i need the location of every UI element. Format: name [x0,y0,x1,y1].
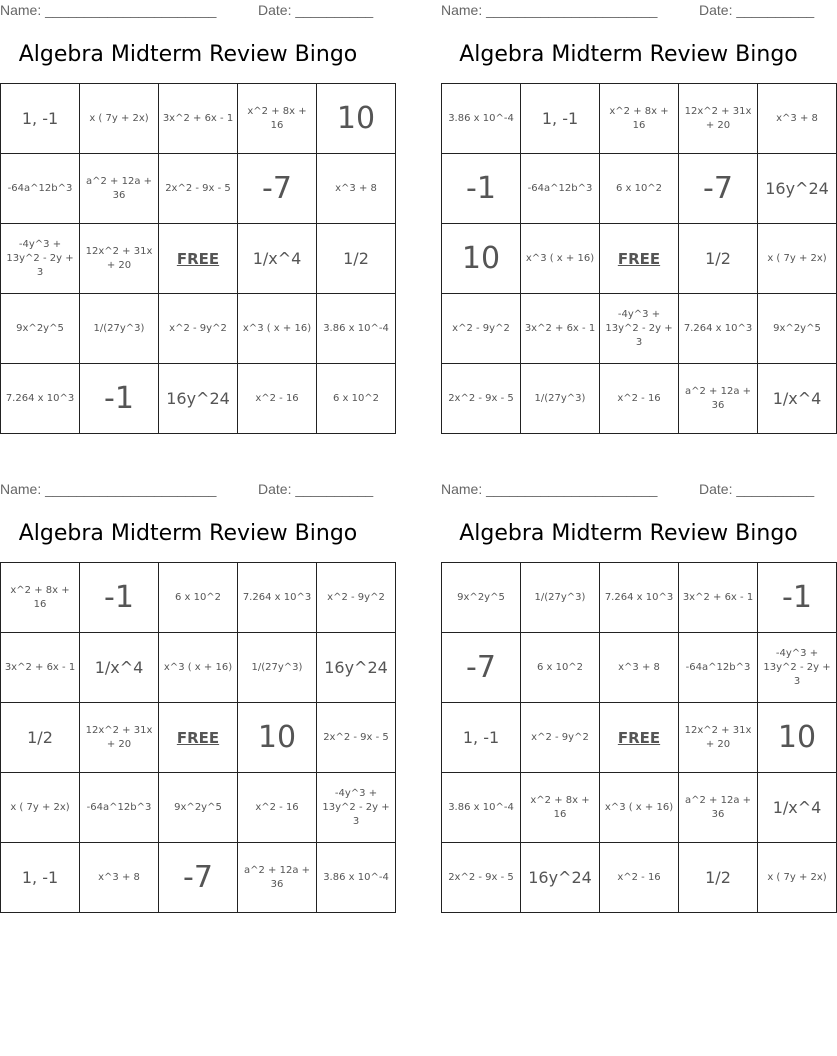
bingo-row [1,703,396,773]
bingo-row [1,154,396,224]
bingo-row [1,364,396,434]
bingo-cell: 7.264 x 10^3 [679,294,758,364]
bingo-cell: 9x^2y^5 [442,563,521,633]
bingo-cell: x^3 + 8 [80,843,159,913]
bingo-cell: -7 [679,154,758,224]
bingo-cell: x^2 + 8x + 16 [1,563,80,633]
bingo-cell: a^2 + 12a + 36 [679,773,758,843]
card-title: Algebra Midterm Review Bingo [459,42,798,67]
bingo-grid [0,562,396,913]
bingo-cell: -1 [758,563,837,633]
name-field-label: Name: ______________________ [441,481,658,497]
card-title: Algebra Midterm Review Bingo [459,521,798,546]
date-field-label: Date: __________ [258,481,374,497]
bingo-row [1,563,396,633]
bingo-cell: -64a^12b^3 [521,154,600,224]
bingo-cell: 2x^2 - 9x - 5 [159,154,238,224]
bingo-cell: 1/2 [317,224,396,294]
bingo-cell: x^2 - 9y^2 [159,294,238,364]
card-title: Algebra Midterm Review Bingo [18,521,358,546]
bingo-cell: -64a^12b^3 [679,633,758,703]
bingo-cell: x^2 - 9y^2 [521,703,600,773]
bingo-cell: a^2 + 12a + 36 [80,154,159,224]
bingo-cell: -1 [80,364,159,434]
bingo-cell: 3x^2 + 6x - 1 [679,563,758,633]
free-space-cell: FREE [159,703,238,773]
free-space-cell: FREE [159,224,238,294]
name-date-line [0,479,376,499]
name-date-line [0,0,376,20]
free-space-cell: FREE [600,703,679,773]
bingo-row [1,773,396,843]
bingo-cell: 10 [442,224,521,294]
bingo-cell: 6 x 10^2 [521,633,600,703]
bingo-cell: -7 [238,154,317,224]
bingo-card-4 [441,479,831,913]
bingo-cell: 9x^2y^5 [758,294,837,364]
bingo-cell: 6 x 10^2 [159,563,238,633]
bingo-cell: -7 [159,843,238,913]
bingo-row [442,773,837,843]
bingo-cell: -7 [442,633,521,703]
bingo-cell: x ( 7y + 2x) [758,224,837,294]
bingo-cell: x^3 ( x + 16) [238,294,317,364]
name-field-label: Name: ______________________ [0,481,217,497]
bingo-cell: 6 x 10^2 [317,364,396,434]
bingo-cell: x^2 - 9y^2 [317,563,396,633]
bingo-cell: 7.264 x 10^3 [1,364,80,434]
bingo-row [1,633,396,703]
bingo-cell: 1/x^4 [238,224,317,294]
bingo-cell: 2x^2 - 9x - 5 [442,364,521,434]
bingo-cell: 3x^2 + 6x - 1 [521,294,600,364]
bingo-cell: 1, -1 [1,84,80,154]
bingo-cell: x^2 - 9y^2 [442,294,521,364]
name-field-label: Name: ______________________ [441,2,658,18]
bingo-row [442,224,837,294]
bingo-row [442,563,837,633]
bingo-cell: 12x^2 + 31x + 20 [80,224,159,294]
bingo-cell: x ( 7y + 2x) [758,843,837,913]
bingo-cell: 10 [758,703,837,773]
bingo-cell: x^3 + 8 [600,633,679,703]
bingo-grid [441,83,837,434]
bingo-cell: 16y^24 [159,364,238,434]
bingo-cell: 1/x^4 [80,633,159,703]
bingo-cell: 16y^24 [758,154,837,224]
bingo-cell: x^2 - 16 [600,843,679,913]
bingo-cell: 3.86 x 10^-4 [317,294,396,364]
bingo-card-3 [0,479,390,913]
bingo-cell: 1/2 [679,224,758,294]
bingo-cell: 1/2 [679,843,758,913]
bingo-cell: a^2 + 12a + 36 [238,843,317,913]
bingo-cell: x^3 ( x + 16) [600,773,679,843]
name-date-line [441,479,816,499]
bingo-cell: 1, -1 [442,703,521,773]
bingo-cell: x^3 ( x + 16) [521,224,600,294]
bingo-cell: 3.86 x 10^-4 [442,773,521,843]
bingo-cell: x^3 ( x + 16) [159,633,238,703]
bingo-cell: 1, -1 [521,84,600,154]
bingo-grid [0,83,396,434]
bingo-row [442,154,837,224]
bingo-cell: -1 [80,563,159,633]
bingo-cell: 1/(27y^3) [521,563,600,633]
bingo-cell: x ( 7y + 2x) [80,84,159,154]
bingo-cell: x^2 + 8x + 16 [600,84,679,154]
bingo-cell: 1/(27y^3) [80,294,159,364]
bingo-cell: -4y^3 + 13y^2 - 2y + 3 [600,294,679,364]
bingo-card-1 [0,0,389,434]
bingo-cell: -64a^12b^3 [80,773,159,843]
bingo-cell: x^2 - 16 [600,364,679,434]
bingo-cell: -4y^3 + 13y^2 - 2y + 3 [317,773,396,843]
bingo-row [1,224,396,294]
bingo-cell: 12x^2 + 31x + 20 [80,703,159,773]
bingo-cell: 16y^24 [521,843,600,913]
bingo-cell: x^2 - 16 [238,364,317,434]
bingo-cell: x^2 + 8x + 16 [238,84,317,154]
bingo-cell: 1/2 [1,703,80,773]
bingo-row [442,633,837,703]
bingo-cell: 10 [317,84,396,154]
bingo-cell: 2x^2 - 9x - 5 [442,843,521,913]
bingo-cell: 1/(27y^3) [521,364,600,434]
bingo-cell: x ( 7y + 2x) [1,773,80,843]
bingo-cell: 3.86 x 10^-4 [442,84,521,154]
bingo-cell: 1, -1 [1,843,80,913]
bingo-cell: 2x^2 - 9x - 5 [317,703,396,773]
bingo-cell: x^2 - 16 [238,773,317,843]
name-date-line [441,0,816,20]
bingo-cell: 9x^2y^5 [1,294,80,364]
date-field-label: Date: __________ [699,2,815,18]
bingo-card-2 [441,0,829,434]
bingo-cell: 3x^2 + 6x - 1 [1,633,80,703]
bingo-cell: x^3 + 8 [758,84,837,154]
card-title: Algebra Midterm Review Bingo [18,42,358,67]
date-field-label: Date: __________ [699,481,815,497]
bingo-row [1,294,396,364]
bingo-row [1,84,396,154]
bingo-row [442,843,837,913]
date-field-label: Date: __________ [258,2,374,18]
free-space-cell: FREE [600,224,679,294]
bingo-cell: -4y^3 + 13y^2 - 2y + 3 [758,633,837,703]
bingo-cell: 1/x^4 [758,773,837,843]
bingo-cell: x^3 + 8 [317,154,396,224]
bingo-cell: a^2 + 12a + 36 [679,364,758,434]
bingo-cell: 16y^24 [317,633,396,703]
bingo-cell: 9x^2y^5 [159,773,238,843]
bingo-cell: 12x^2 + 31x + 20 [679,703,758,773]
bingo-cell: 12x^2 + 31x + 20 [679,84,758,154]
bingo-cell: 6 x 10^2 [600,154,679,224]
bingo-grid [441,562,837,913]
bingo-row [442,294,837,364]
bingo-cell: 1/x^4 [758,364,837,434]
bingo-cell: 10 [238,703,317,773]
bingo-cell: 7.264 x 10^3 [600,563,679,633]
bingo-cell: x^2 + 8x + 16 [521,773,600,843]
bingo-cell: -4y^3 + 13y^2 - 2y + 3 [1,224,80,294]
bingo-cell: 7.264 x 10^3 [238,563,317,633]
name-field-label: Name: ______________________ [0,2,217,18]
bingo-row [442,84,837,154]
bingo-row [1,843,396,913]
bingo-row [442,364,837,434]
bingo-cell: -1 [442,154,521,224]
bingo-cell: 3.86 x 10^-4 [317,843,396,913]
bingo-cell: -64a^12b^3 [1,154,80,224]
bingo-cell: 1/(27y^3) [238,633,317,703]
bingo-cell: 3x^2 + 6x - 1 [159,84,238,154]
bingo-row [442,703,837,773]
